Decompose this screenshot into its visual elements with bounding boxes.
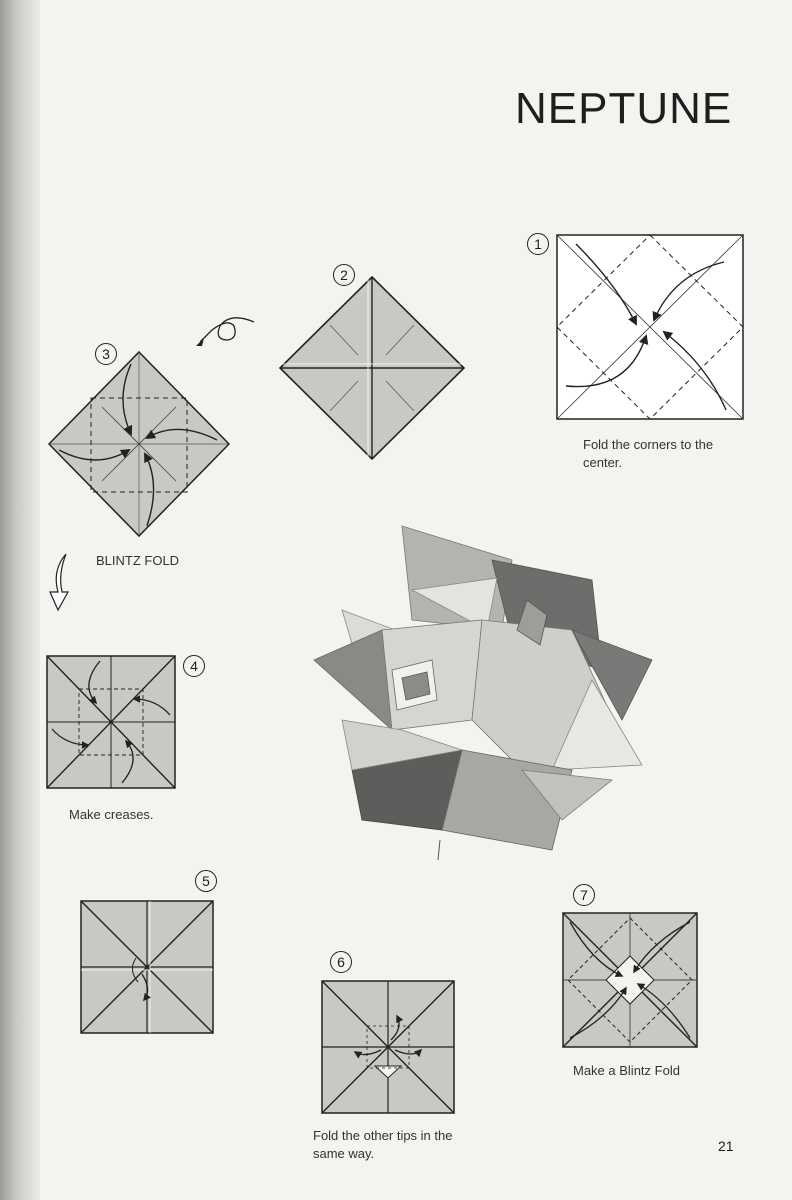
- step-5-diagram: [80, 900, 214, 1034]
- step-5-number: 5: [195, 870, 217, 892]
- step-1-caption: Fold the corners to the center.: [583, 437, 714, 470]
- step-4-caption: Make creases.: [69, 807, 154, 822]
- next-step-arrow-icon: [44, 552, 74, 614]
- step-4-diagram: [46, 655, 176, 789]
- step-7-number: 7: [573, 884, 595, 906]
- page-title: NEPTUNE: [515, 84, 733, 133]
- step-4-number: 4: [183, 655, 205, 677]
- step-6-caption: Fold the other tips in the same way.: [313, 1128, 453, 1161]
- step-2-diagram: [278, 275, 466, 461]
- book-gutter-shadow: [0, 0, 40, 1200]
- step-1-diagram: [556, 234, 744, 420]
- step-3-caption: BLINTZ FOLD: [96, 553, 180, 568]
- step-7-caption: Make a Blintz Fold: [573, 1063, 680, 1078]
- step-3-diagram: [47, 350, 231, 538]
- neptune-model-photo: [312, 520, 652, 860]
- step-6-diagram: [321, 980, 455, 1114]
- page-number: 21: [718, 1138, 734, 1154]
- step-6-number: 6: [330, 951, 352, 973]
- step-3-number: 3: [95, 343, 117, 365]
- step-7-diagram: [562, 912, 698, 1048]
- step-2-number: 2: [333, 264, 355, 286]
- turn-over-arrow-icon: [190, 312, 260, 352]
- step-1-number: 1: [527, 233, 549, 255]
